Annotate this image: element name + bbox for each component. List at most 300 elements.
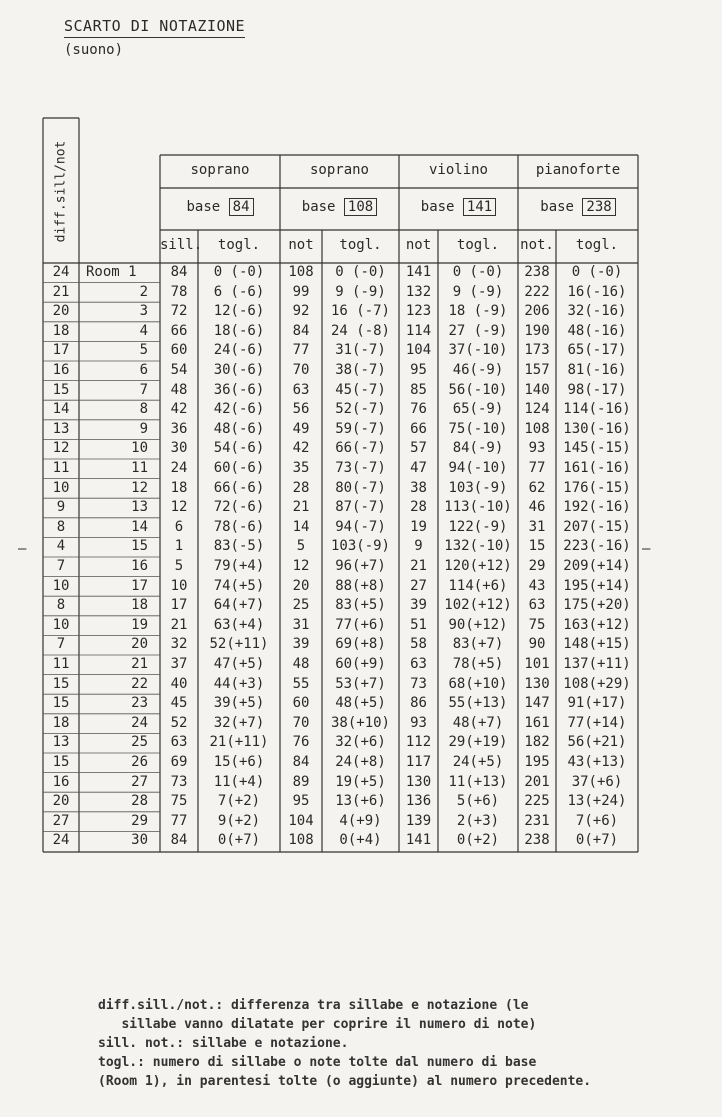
- value-cell: 48: [170, 381, 188, 398]
- value-cell: 78: [170, 283, 188, 300]
- value-cell: 10: [170, 577, 188, 594]
- value-cell: 60: [292, 695, 310, 712]
- value-cell: 52(+11): [209, 636, 269, 653]
- subheader-not-3: not: [405, 237, 432, 253]
- value-cell: 77(+14): [567, 714, 627, 731]
- value-cell: 108: [524, 420, 550, 437]
- separator-mark-left: —: [18, 541, 27, 557]
- value-cell: 37(+6): [571, 773, 623, 790]
- value-cell: 114: [405, 322, 432, 339]
- value-cell: 223(-16): [563, 538, 631, 555]
- value-cell: 24(+8): [335, 754, 386, 770]
- value-cell: 77: [292, 342, 310, 359]
- value-cell: 12(-6): [213, 303, 265, 320]
- value-cell: 24(-6): [213, 342, 265, 359]
- diff-cell: 27: [52, 812, 70, 829]
- diff-column-header: diff.sill/not: [53, 140, 69, 242]
- value-cell: 63: [410, 656, 427, 672]
- value-cell: 122(-9): [448, 518, 508, 535]
- value-cell: 55: [292, 675, 310, 692]
- value-cell: 36: [170, 420, 188, 437]
- room-cell: 22: [131, 675, 148, 692]
- value-cell: 192(-16): [563, 499, 631, 516]
- value-cell: 83(-5): [213, 538, 265, 555]
- document-title: SCARTO DI NOTAZIONE: [64, 17, 245, 38]
- value-cell: 38(+10): [330, 714, 390, 731]
- value-cell: 24(+5): [452, 754, 504, 770]
- value-cell: 83(+5): [335, 597, 386, 614]
- value-cell: 51: [410, 616, 427, 633]
- value-cell: 12: [292, 558, 310, 574]
- value-cell: 72(-6): [213, 499, 265, 516]
- value-cell: 141: [405, 832, 432, 849]
- diff-cell: 15: [52, 754, 70, 770]
- value-cell: 14: [292, 518, 310, 535]
- room-cell: 10: [131, 440, 148, 457]
- room-cell: 5: [139, 342, 148, 359]
- value-cell: 24: [170, 460, 188, 476]
- diff-cell: 13: [52, 734, 70, 751]
- group-name-violino: violino: [428, 162, 488, 178]
- value-cell: 73(-7): [335, 460, 386, 476]
- value-cell: 42: [170, 401, 188, 418]
- subheader-not-2: not: [288, 237, 314, 253]
- value-cell: 39: [292, 636, 310, 653]
- value-cell: 25: [292, 597, 310, 614]
- value-cell: 63: [528, 597, 546, 614]
- value-cell: 108: [288, 264, 314, 280]
- value-cell: 69: [170, 754, 188, 770]
- value-cell: 21(+11): [209, 734, 269, 751]
- group-base-1: base 84: [160, 199, 280, 215]
- value-cell: 66(-7): [335, 440, 386, 457]
- room-cell: 16: [131, 558, 148, 574]
- value-cell: 12: [170, 499, 188, 516]
- value-cell: 91(+17): [567, 695, 627, 712]
- value-cell: 132(-10): [444, 538, 512, 555]
- subheader-sill: sill.: [160, 237, 203, 253]
- room-cell: 30: [131, 832, 148, 849]
- value-cell: 56: [292, 401, 310, 418]
- value-cell: 95: [292, 793, 310, 810]
- value-cell: 112: [405, 734, 432, 751]
- diff-cell: 10: [52, 616, 70, 633]
- value-cell: 175(+20): [563, 597, 631, 614]
- diff-cell: 10: [52, 479, 70, 496]
- room-cell: 28: [131, 793, 148, 810]
- value-cell: 43(+13): [567, 754, 627, 770]
- value-cell: 55(+13): [448, 695, 508, 712]
- value-cell: 206: [524, 303, 550, 320]
- value-cell: 36(-6): [213, 381, 265, 398]
- value-cell: 60(-6): [213, 460, 265, 476]
- value-cell: 57: [410, 440, 427, 457]
- value-cell: 5: [296, 538, 306, 555]
- separator-mark-right: —: [642, 541, 651, 557]
- value-cell: 49: [292, 420, 310, 437]
- footnote-line: sillabe vanno dilatate per coprire il numero di note): [98, 1017, 537, 1032]
- value-cell: 73: [170, 773, 188, 790]
- diff-cell: 7: [56, 636, 66, 653]
- value-cell: 37(-10): [448, 342, 508, 359]
- value-cell: 80(-7): [335, 479, 386, 496]
- value-cell: 48: [292, 656, 310, 672]
- diff-cell: 24: [52, 832, 70, 849]
- value-cell: 30: [170, 440, 188, 457]
- room-cell: 20: [131, 636, 148, 653]
- value-cell: 21: [292, 499, 310, 516]
- subheader-togl-3: togl.: [456, 237, 500, 253]
- value-cell: 0(+4): [339, 832, 382, 849]
- value-cell: 238: [524, 832, 550, 849]
- value-cell: 130(-16): [563, 420, 631, 437]
- diff-cell: 15: [52, 695, 70, 712]
- value-cell: 59(-7): [335, 420, 386, 437]
- value-cell: 40: [170, 675, 188, 692]
- value-cell: 48(-16): [567, 322, 627, 339]
- value-cell: 32(+6): [335, 734, 386, 751]
- diff-cell: 11: [52, 656, 70, 672]
- diff-cell: 20: [52, 793, 70, 810]
- value-cell: 42(-6): [213, 401, 265, 418]
- value-cell: 63(+4): [213, 616, 265, 633]
- value-cell: 43: [528, 577, 546, 594]
- value-cell: 90(+12): [448, 616, 508, 633]
- group-base-3: base 141: [399, 199, 518, 215]
- value-cell: 35: [292, 460, 310, 476]
- value-cell: 96(+7): [335, 558, 386, 574]
- value-cell: 29: [528, 558, 546, 574]
- footnote-line: diff.sill./not.: differenza tra sillabe e notazione (le: [98, 998, 529, 1013]
- room-cell: 25: [131, 734, 148, 751]
- diff-cell: 8: [56, 518, 66, 535]
- room-cell: 4: [139, 322, 148, 339]
- value-cell: 53(+7): [335, 675, 386, 692]
- value-cell: 38(-7): [335, 362, 386, 378]
- value-cell: 0 (-0): [452, 264, 504, 280]
- value-cell: 75: [528, 616, 546, 633]
- value-cell: 176(-15): [563, 479, 631, 496]
- value-cell: 139: [405, 812, 432, 829]
- value-cell: 195: [524, 754, 550, 770]
- value-cell: 84(-9): [452, 440, 504, 457]
- value-cell: 94(-10): [448, 460, 508, 476]
- room-cell: 29: [131, 812, 148, 829]
- value-cell: 16(-16): [567, 283, 627, 300]
- value-cell: 76: [410, 401, 427, 418]
- room-cell: 11: [131, 460, 148, 476]
- value-cell: 85: [410, 381, 427, 398]
- value-cell: 238: [524, 264, 550, 280]
- diff-cell: 20: [52, 303, 70, 320]
- room-cell: 3: [139, 303, 148, 320]
- value-cell: 84: [170, 832, 188, 849]
- diff-cell: 16: [52, 362, 70, 378]
- value-cell: 9(+2): [217, 812, 261, 829]
- value-cell: 21: [410, 558, 427, 574]
- value-cell: 21: [170, 616, 188, 633]
- diff-cell: 10: [52, 577, 70, 594]
- subheader-togl-4: togl.: [575, 237, 619, 253]
- room-cell: 6: [139, 362, 148, 378]
- value-cell: 17: [170, 597, 188, 614]
- value-cell: 89: [292, 773, 310, 790]
- room-cell: 7: [139, 381, 148, 398]
- document-subtitle: (suono): [64, 42, 124, 58]
- value-cell: 182: [524, 734, 550, 751]
- value-cell: 47(+5): [213, 656, 265, 672]
- diff-cell: 12: [52, 440, 70, 457]
- value-cell: 42: [292, 440, 310, 457]
- room-cell: Room 1: [86, 264, 137, 280]
- value-cell: 65(-17): [567, 342, 627, 359]
- value-cell: 18(-6): [213, 322, 265, 339]
- room-cell: 27: [131, 773, 148, 790]
- value-cell: 32: [170, 636, 188, 653]
- value-cell: 147: [524, 695, 550, 712]
- value-cell: 48(+7): [452, 714, 504, 731]
- room-cell: 24: [131, 714, 148, 731]
- room-cell: 12: [131, 479, 148, 496]
- value-cell: 62: [528, 479, 546, 496]
- diff-cell: 13: [52, 420, 70, 437]
- value-cell: 103(-9): [330, 538, 390, 555]
- value-cell: 11(+4): [213, 773, 265, 790]
- value-cell: 27 (-9): [448, 322, 508, 339]
- value-cell: 65(-9): [452, 401, 504, 418]
- value-cell: 120(+12): [444, 558, 512, 574]
- footnote-line: sill. not.: sillabe e notazione.: [98, 1036, 349, 1051]
- value-cell: 45: [170, 695, 188, 712]
- room-cell: 18: [131, 597, 148, 614]
- room-cell: 9: [139, 420, 148, 437]
- diff-cell: 15: [52, 675, 70, 692]
- value-cell: 132: [405, 283, 432, 300]
- value-cell: 137(+11): [563, 656, 631, 672]
- value-cell: 79(+4): [213, 558, 265, 574]
- value-cell: 29(+19): [448, 734, 508, 751]
- group-base-2: base 108: [280, 199, 399, 215]
- value-cell: 13(+24): [567, 793, 627, 810]
- value-cell: 78(-6): [213, 518, 265, 535]
- value-cell: 145(-15): [563, 440, 631, 457]
- diff-cell: 18: [52, 322, 70, 339]
- subheader-togl-2: togl.: [339, 237, 382, 253]
- diff-cell: 14: [52, 401, 70, 418]
- value-cell: 88(+8): [335, 577, 386, 594]
- diff-cell: 18: [52, 714, 70, 731]
- value-cell: 68(+10): [448, 675, 508, 692]
- group-name-soprano-2: soprano: [309, 162, 369, 178]
- value-cell: 2(+3): [456, 812, 500, 829]
- value-cell: 104: [405, 342, 432, 359]
- room-cell: 8: [139, 401, 148, 418]
- value-cell: 4(+9): [339, 812, 382, 829]
- value-cell: 161: [524, 714, 550, 731]
- value-cell: 7(+6): [575, 812, 619, 829]
- group-base-4: base 238: [518, 199, 638, 215]
- subheader-not-4: not.: [520, 237, 554, 253]
- value-cell: 0(+7): [217, 832, 261, 849]
- value-cell: 195(+14): [563, 577, 631, 594]
- value-cell: 1: [174, 538, 184, 555]
- value-cell: 18 (-9): [448, 303, 508, 320]
- value-cell: 84: [292, 322, 310, 339]
- value-cell: 124: [524, 401, 550, 418]
- value-cell: 31: [292, 616, 310, 633]
- value-cell: 140: [524, 381, 550, 398]
- value-cell: 66: [410, 420, 427, 437]
- value-cell: 45(-7): [335, 381, 386, 398]
- value-cell: 9 (-9): [335, 283, 386, 300]
- value-cell: 11(+13): [448, 773, 508, 790]
- value-cell: 15: [528, 538, 546, 555]
- value-cell: 39(+5): [213, 695, 265, 712]
- value-cell: 56(+21): [567, 734, 627, 751]
- value-cell: 84: [170, 264, 188, 280]
- room-cell: 14: [131, 518, 148, 535]
- value-cell: 31: [528, 518, 546, 535]
- diff-cell: 11: [52, 460, 70, 476]
- value-cell: 99: [292, 283, 310, 300]
- value-cell: 117: [405, 754, 432, 770]
- value-cell: 173: [524, 342, 550, 359]
- value-cell: 201: [524, 773, 550, 790]
- value-cell: 64(+7): [213, 597, 265, 614]
- value-cell: 101: [524, 656, 550, 672]
- value-cell: 209(+14): [563, 558, 631, 574]
- value-cell: 70: [292, 362, 310, 378]
- value-cell: 28: [410, 499, 427, 516]
- value-cell: 157: [524, 362, 550, 378]
- value-cell: 28: [292, 479, 310, 496]
- value-cell: 37: [170, 656, 188, 672]
- value-cell: 30(-6): [213, 362, 265, 378]
- value-cell: 86: [410, 695, 427, 712]
- diff-cell: 8: [56, 597, 66, 614]
- group-name-pianoforte: pianoforte: [535, 162, 621, 178]
- value-cell: 13(+6): [335, 793, 386, 810]
- room-cell: 26: [131, 754, 148, 770]
- value-cell: 130: [405, 773, 432, 790]
- value-cell: 48(+5): [335, 695, 386, 712]
- group-name-soprano-1: soprano: [190, 162, 250, 178]
- diff-cell: 17: [52, 342, 70, 359]
- value-cell: 52: [170, 714, 188, 731]
- value-cell: 0(+2): [456, 832, 500, 849]
- footnotes: [98, 996, 718, 1091]
- value-cell: 15(+6): [213, 754, 265, 770]
- value-cell: 83(+7): [452, 636, 504, 653]
- value-cell: 38: [410, 479, 427, 496]
- value-cell: 5(+6): [456, 793, 500, 810]
- value-cell: 231: [524, 812, 550, 829]
- value-cell: 130: [524, 675, 550, 692]
- value-cell: 63: [292, 381, 310, 398]
- value-cell: 27: [410, 577, 427, 594]
- value-cell: 77: [528, 460, 546, 476]
- value-cell: 74(+5): [213, 577, 265, 594]
- diff-cell: 21: [52, 283, 70, 300]
- value-cell: 32(+7): [213, 714, 265, 731]
- value-cell: 70: [292, 714, 310, 731]
- value-cell: 60: [170, 342, 188, 359]
- value-cell: 113(-10): [444, 499, 512, 516]
- value-cell: 54: [170, 362, 188, 378]
- subheader-togl-1: togl.: [217, 237, 261, 253]
- value-cell: 66(-6): [213, 479, 265, 496]
- value-cell: 84: [292, 754, 310, 770]
- value-cell: 123: [405, 303, 432, 320]
- value-cell: 5: [174, 558, 184, 574]
- value-cell: 92: [292, 303, 310, 320]
- footnote-line: (Room 1), in parentesi tolte (o aggiunte) al numero precedente.: [98, 1074, 592, 1089]
- value-cell: 6: [174, 518, 184, 535]
- value-cell: 54(-6): [213, 440, 265, 457]
- room-cell: 21: [131, 656, 148, 672]
- value-cell: 93: [528, 440, 546, 457]
- value-cell: 77(+6): [335, 616, 386, 633]
- value-cell: 58: [410, 636, 427, 653]
- value-cell: 207(-15): [563, 518, 631, 535]
- footnote-line: togl.: numero di sillabe o note tolte dal numero di base: [98, 1055, 537, 1070]
- room-cell: 17: [131, 577, 148, 594]
- value-cell: 31(-7): [335, 342, 386, 359]
- value-cell: 136: [405, 793, 432, 810]
- value-cell: 141: [405, 264, 432, 280]
- room-cell: 13: [131, 499, 148, 516]
- value-cell: 95: [410, 362, 427, 378]
- value-cell: 93: [410, 714, 427, 731]
- diff-cell: 9: [56, 499, 66, 516]
- value-cell: 46: [528, 499, 546, 516]
- value-cell: 222: [524, 283, 550, 300]
- value-cell: 114(-16): [563, 401, 631, 418]
- value-cell: 69(+8): [335, 636, 386, 653]
- value-cell: 102(+12): [444, 597, 512, 614]
- diff-cell: 7: [56, 558, 66, 574]
- value-cell: 75(-10): [448, 420, 508, 437]
- value-cell: 60(+9): [335, 656, 386, 672]
- room-cell: 23: [131, 695, 148, 712]
- value-cell: 72: [170, 303, 188, 320]
- value-cell: 24 (-8): [330, 322, 390, 339]
- value-cell: 87(-7): [335, 499, 386, 516]
- value-cell: 190: [524, 322, 550, 339]
- value-cell: 39: [410, 597, 427, 614]
- value-cell: 103(-9): [448, 479, 508, 496]
- value-cell: 161(-16): [563, 460, 631, 476]
- room-cell: 19: [131, 616, 148, 633]
- value-cell: 98(-17): [567, 381, 627, 398]
- value-cell: 73: [410, 675, 427, 692]
- value-cell: 18: [170, 479, 188, 496]
- value-cell: 90: [528, 636, 546, 653]
- value-cell: 77: [170, 812, 188, 829]
- diff-cell: 24: [52, 264, 70, 280]
- value-cell: 163(+12): [563, 616, 631, 633]
- value-cell: 46(-9): [452, 362, 504, 378]
- value-cell: 19(+5): [335, 773, 386, 790]
- value-cell: 108: [288, 832, 314, 849]
- value-cell: 63: [170, 734, 188, 751]
- value-cell: 7(+2): [217, 793, 261, 810]
- diff-cell: 15: [52, 381, 70, 398]
- value-cell: 20: [292, 577, 310, 594]
- diff-cell: 4: [56, 538, 66, 555]
- value-cell: 94(-7): [335, 518, 386, 535]
- value-cell: 9: [414, 538, 423, 555]
